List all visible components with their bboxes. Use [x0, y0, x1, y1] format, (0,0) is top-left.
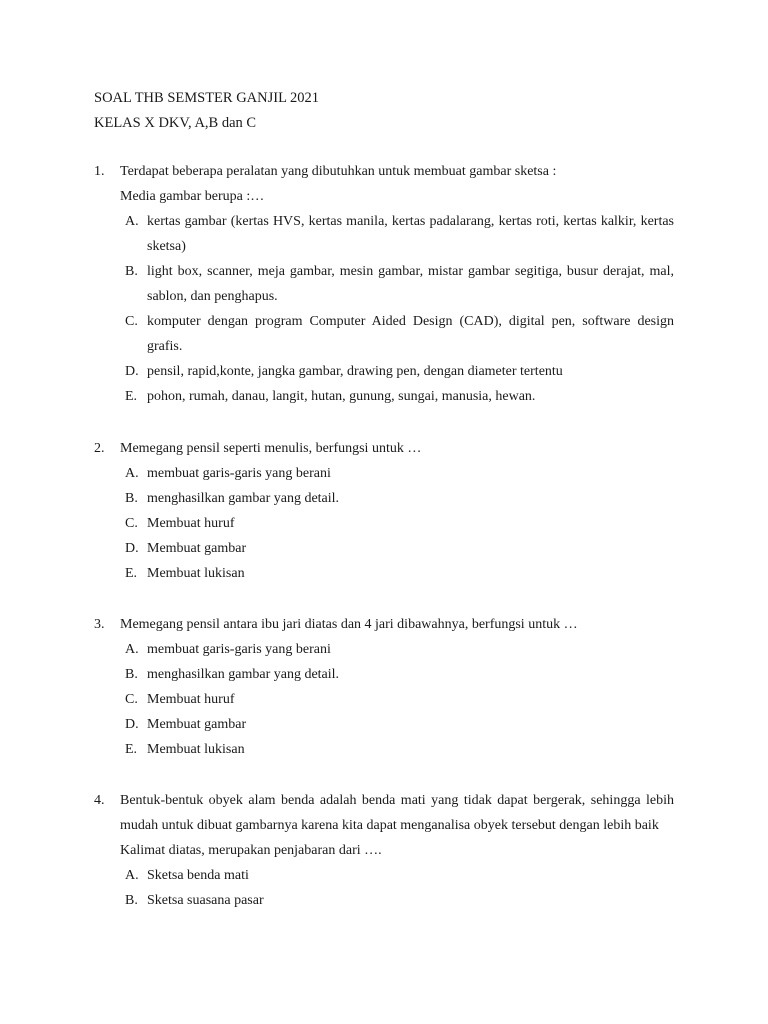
option-letter: C. — [125, 692, 138, 707]
question-4 — [94, 788, 674, 913]
option-letter: A. — [125, 868, 139, 883]
option-text: Membuat huruf — [147, 516, 235, 531]
option-e — [94, 384, 674, 409]
option-c — [94, 687, 674, 712]
option-b — [94, 259, 674, 309]
question-text: Terdapat beberapa peralatan yang dibutuhkan untuk membuat gambar sketsa : — [120, 164, 557, 179]
question-text: Memegang pensil antara ibu jari diatas dan 4 jari dibawahnya, berfungsi untuk … — [120, 617, 578, 632]
question-2 — [94, 436, 674, 586]
option-a — [94, 637, 674, 662]
option-a — [94, 209, 674, 259]
option-text: kertas gambar (kertas HVS, kertas manila, kertas padalarang, kertas roti, kertas kalkir, kertas sketsa) — [147, 214, 674, 254]
document-title: SOAL THB SEMSTER GANJIL 2021 — [94, 90, 320, 106]
option-c — [94, 309, 674, 359]
question-subtext: Kalimat diatas, merupakan penjabaran dari …. — [120, 843, 382, 858]
option-a — [94, 461, 674, 486]
option-b — [94, 662, 674, 687]
question-subtext: Media gambar berupa :… — [120, 189, 265, 204]
option-letter: D. — [125, 717, 139, 732]
option-letter: B. — [125, 893, 138, 908]
option-letter: B. — [125, 264, 138, 279]
option-text: komputer dengan program Computer Aided Design (CAD), digital pen, software design grafis. — [147, 314, 674, 354]
document-subtitle: KELAS X DKV, A,B dan C — [94, 115, 257, 131]
question-number: 2. — [94, 441, 105, 456]
option-text: Membuat huruf — [147, 692, 235, 707]
option-d — [94, 712, 674, 737]
option-text: Membuat gambar — [147, 541, 247, 556]
option-text: Membuat gambar — [147, 717, 247, 732]
option-letter: D. — [125, 364, 139, 379]
question-3 — [94, 612, 674, 762]
option-d — [94, 359, 674, 384]
option-letter: C. — [125, 314, 138, 329]
option-b — [94, 888, 674, 913]
option-letter: D. — [125, 541, 139, 556]
option-text: membuat garis-garis yang berani — [147, 642, 331, 657]
question-number: 1. — [94, 164, 105, 179]
option-letter: C. — [125, 516, 138, 531]
option-text: Sketsa benda mati — [147, 868, 249, 883]
option-text: pensil, rapid,konte, jangka gambar, drawing pen, dengan diameter tertentu — [147, 364, 563, 379]
option-letter: A. — [125, 642, 139, 657]
option-d — [94, 536, 674, 561]
option-text: pohon, rumah, danau, langit, hutan, gunung, sungai, manusia, hewan. — [147, 389, 536, 404]
option-letter: A. — [125, 214, 139, 229]
option-text: Membuat lukisan — [147, 566, 245, 581]
question-number: 4. — [94, 793, 105, 808]
option-text: menghasilkan gambar yang detail. — [147, 491, 340, 506]
option-e — [94, 737, 674, 762]
question-text: Bentuk-bentuk obyek alam benda adalah benda mati yang tidak dapat bergerak, sehingga lebih mudah untuk dibuat gambarnya karena kita dapat menganalisa obyek tersebut dengan lebih baik — [120, 793, 674, 833]
option-letter: E. — [125, 566, 138, 581]
option-text: light box, scanner, meja gambar, mesin gambar, mistar gambar segitiga, busur derajat, mal, sablon, dan penghapus. — [147, 264, 674, 304]
option-a — [94, 863, 674, 888]
option-text: menghasilkan gambar yang detail. — [147, 667, 340, 682]
option-text: Membuat lukisan — [147, 742, 245, 757]
question-1 — [94, 159, 674, 409]
option-letter: E. — [125, 742, 138, 757]
option-text: membuat garis-garis yang berani — [147, 466, 331, 481]
option-b — [94, 486, 674, 511]
option-letter: B. — [125, 667, 138, 682]
option-letter: A. — [125, 466, 139, 481]
option-e — [94, 561, 674, 586]
option-letter: E. — [125, 389, 138, 404]
question-text: Memegang pensil seperti menulis, berfungsi untuk … — [120, 441, 422, 456]
option-letter: B. — [125, 491, 138, 506]
option-text: Sketsa suasana pasar — [147, 893, 264, 908]
question-number: 3. — [94, 617, 105, 632]
option-c — [94, 511, 674, 536]
